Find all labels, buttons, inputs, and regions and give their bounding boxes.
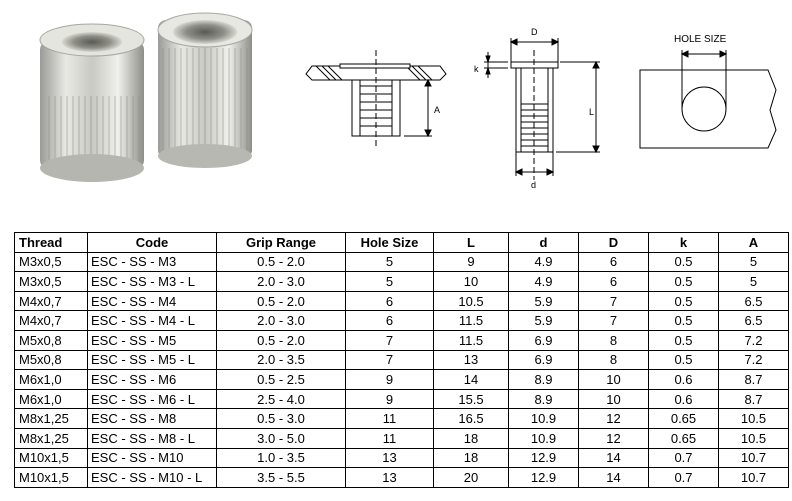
cell-code: ESC - SS - M8 - L	[88, 428, 217, 448]
cell-k: 0.5	[649, 272, 719, 292]
cell-k: 0.7	[649, 468, 719, 488]
cell-hole-size: 6	[346, 291, 434, 311]
cell-hole-size: 7	[346, 350, 434, 370]
table-row	[15, 252, 789, 272]
cell-d: 8.9	[509, 370, 579, 390]
specification-table	[14, 232, 789, 488]
cell-d: 4.9	[509, 272, 579, 292]
table-row	[15, 468, 789, 488]
cell-hole-size: 13	[346, 448, 434, 468]
cell-grip-range: 2.0 - 3.0	[217, 272, 346, 292]
cell-D: 12	[579, 428, 649, 448]
cell-code: ESC - SS - M10 - L	[88, 468, 217, 488]
cell-A: 7.2	[719, 350, 789, 370]
cell-L: 10	[434, 272, 509, 292]
cell-D: 8	[579, 350, 649, 370]
table-row	[15, 428, 789, 448]
cell-grip-range: 2.5 - 4.0	[217, 389, 346, 409]
cell-thread: M3x0,5	[15, 252, 88, 272]
cell-hole-size: 5	[346, 252, 434, 272]
cell-thread: M5x0,8	[15, 350, 88, 370]
table-row	[15, 330, 789, 350]
cell-A: 5	[719, 252, 789, 272]
cell-grip-range: 1.0 - 3.5	[217, 448, 346, 468]
cell-D: 12	[579, 409, 649, 429]
cell-thread: M3x0,5	[15, 272, 88, 292]
cell-D: 14	[579, 468, 649, 488]
cell-A: 8.7	[719, 389, 789, 409]
cell-hole-size: 5	[346, 272, 434, 292]
cell-D: 8	[579, 330, 649, 350]
cell-k: 0.65	[649, 409, 719, 429]
column-header-L: L	[434, 233, 509, 253]
cell-grip-range: 2.0 - 3.0	[217, 311, 346, 331]
cell-d: 5.9	[509, 291, 579, 311]
table-row	[15, 448, 789, 468]
dimension-label-L: L	[589, 107, 595, 117]
cell-D: 10	[579, 389, 649, 409]
cell-k: 0.5	[649, 311, 719, 331]
column-header-code: Code	[88, 233, 217, 253]
cell-thread: M5x0,8	[15, 330, 88, 350]
cell-hole-size: 9	[346, 389, 434, 409]
cell-A: 10.5	[719, 409, 789, 429]
cell-L: 13	[434, 350, 509, 370]
column-header-d: d	[509, 233, 579, 253]
cell-grip-range: 0.5 - 2.0	[217, 291, 346, 311]
cell-grip-range: 0.5 - 3.0	[217, 409, 346, 429]
cell-thread: M4x0,7	[15, 291, 88, 311]
column-header-thread: Thread	[15, 233, 88, 253]
cell-D: 14	[579, 448, 649, 468]
cell-k: 0.5	[649, 291, 719, 311]
cell-code: ESC - SS - M10	[88, 448, 217, 468]
dimension-label-d: d	[531, 180, 537, 190]
cell-A: 7.2	[719, 330, 789, 350]
table-header-row	[15, 233, 789, 253]
cell-grip-range: 3.5 - 5.5	[217, 468, 346, 488]
cell-D: 6	[579, 272, 649, 292]
cell-d: 6.9	[509, 350, 579, 370]
cell-L: 18	[434, 428, 509, 448]
table-body	[15, 252, 789, 487]
cell-d: 10.9	[509, 409, 579, 429]
column-header-hole-size: Hole Size	[346, 233, 434, 253]
cell-A: 6.5	[719, 311, 789, 331]
cell-d: 6.9	[509, 330, 579, 350]
cell-k: 0.65	[649, 428, 719, 448]
cell-L: 18	[434, 448, 509, 468]
cell-d: 8.9	[509, 389, 579, 409]
table-row	[15, 272, 789, 292]
cell-L: 16.5	[434, 409, 509, 429]
cell-d: 5.9	[509, 311, 579, 331]
cell-L: 14	[434, 370, 509, 390]
cell-A: 8.7	[719, 370, 789, 390]
cell-hole-size: 9	[346, 370, 434, 390]
cell-d: 12.9	[509, 468, 579, 488]
cell-hole-size: 7	[346, 330, 434, 350]
cell-grip-range: 0.5 - 2.0	[217, 330, 346, 350]
table-row	[15, 389, 789, 409]
cell-code: ESC - SS - M8	[88, 409, 217, 429]
cell-grip-range: 0.5 - 2.0	[217, 252, 346, 272]
cell-D: 7	[579, 291, 649, 311]
cell-k: 0.5	[649, 350, 719, 370]
cell-D: 6	[579, 252, 649, 272]
cell-L: 11.5	[434, 311, 509, 331]
cell-code: ESC - SS - M6 - L	[88, 389, 217, 409]
cell-L: 10.5	[434, 291, 509, 311]
cell-code: ESC - SS - M3	[88, 252, 217, 272]
cell-code: ESC - SS - M5	[88, 330, 217, 350]
cell-d: 4.9	[509, 252, 579, 272]
table-row	[15, 350, 789, 370]
cell-code: ESC - SS - M4 - L	[88, 311, 217, 331]
cell-L: 20	[434, 468, 509, 488]
dimension-label-k: k	[474, 64, 479, 74]
table-row	[15, 311, 789, 331]
dimension-label-A: A	[434, 105, 441, 115]
cell-grip-range: 2.0 - 3.5	[217, 350, 346, 370]
cell-k: 0.6	[649, 389, 719, 409]
cell-A: 10.5	[719, 428, 789, 448]
cell-k: 0.5	[649, 252, 719, 272]
cell-code: ESC - SS - M6	[88, 370, 217, 390]
column-header-A: A	[719, 233, 789, 253]
cell-thread: M8x1,25	[15, 409, 88, 429]
cell-grip-range: 0.5 - 2.5	[217, 370, 346, 390]
cell-k: 0.7	[649, 448, 719, 468]
column-header-D: D	[579, 233, 649, 253]
cell-A: 10.7	[719, 448, 789, 468]
cell-d: 12.9	[509, 448, 579, 468]
cell-A: 5	[719, 272, 789, 292]
cell-k: 0.6	[649, 370, 719, 390]
cell-L: 9	[434, 252, 509, 272]
table-row	[15, 409, 789, 429]
cell-A: 10.7	[719, 468, 789, 488]
cell-D: 10	[579, 370, 649, 390]
cell-code: ESC - SS - M3 - L	[88, 272, 217, 292]
cell-thread: M6x1,0	[15, 389, 88, 409]
cell-code: ESC - SS - M4	[88, 291, 217, 311]
cell-thread: M10x1,5	[15, 448, 88, 468]
dimension-label-D: D	[531, 27, 538, 37]
cell-L: 15.5	[434, 389, 509, 409]
cell-hole-size: 6	[346, 311, 434, 331]
cell-A: 6.5	[719, 291, 789, 311]
cell-thread: M6x1,0	[15, 370, 88, 390]
column-header-grip-range: Grip Range	[217, 233, 346, 253]
cell-D: 7	[579, 311, 649, 331]
hole-size-label: HOLE SIZE	[674, 34, 727, 45]
cell-hole-size: 11	[346, 428, 434, 448]
cell-thread: M4x0,7	[15, 311, 88, 331]
cell-thread: M10x1,5	[15, 468, 88, 488]
hole-size-diagram	[0, 0, 792, 226]
cell-d: 10.9	[509, 428, 579, 448]
cell-k: 0.5	[649, 330, 719, 350]
column-header-k: k	[649, 233, 719, 253]
table-row	[15, 291, 789, 311]
cell-code: ESC - SS - M5 - L	[88, 350, 217, 370]
cell-hole-size: 13	[346, 468, 434, 488]
cell-thread: M8x1,25	[15, 428, 88, 448]
product-figures	[0, 0, 792, 226]
table-row	[15, 370, 789, 390]
cell-grip-range: 3.0 - 5.0	[217, 428, 346, 448]
cell-L: 11.5	[434, 330, 509, 350]
cell-hole-size: 11	[346, 409, 434, 429]
